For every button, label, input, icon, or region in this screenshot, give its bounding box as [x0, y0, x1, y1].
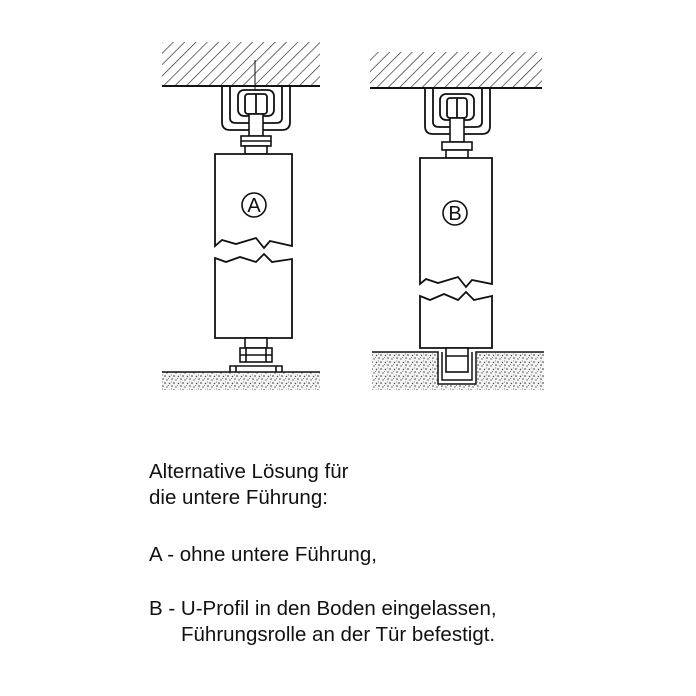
floor-a [162, 372, 320, 390]
caption-option-b-line2: Führungsrolle an der Tür befestigt. [181, 623, 496, 646]
guide-roller-b [446, 348, 468, 372]
caption-option-a: A - ohne untere Führung, [149, 543, 377, 566]
door-a-lower [215, 254, 292, 338]
ceiling-b [370, 52, 542, 88]
floor-guide-a [230, 338, 282, 372]
hanger-bolt-a [241, 114, 271, 154]
ceiling-a [162, 42, 320, 86]
hanger-bolt-b [442, 118, 472, 158]
caption-option-b-line1: B - U-Profil in den Boden eingelassen, [149, 597, 497, 620]
caption-title-line1: Alternative Lösung für [149, 460, 349, 483]
assembly-a [162, 42, 320, 390]
caption-title-line2: die untere Führung: [149, 486, 328, 509]
label-b: B [448, 203, 462, 225]
label-a: A [247, 195, 261, 217]
assembly-b [370, 52, 544, 390]
door-b-lower [420, 292, 492, 348]
